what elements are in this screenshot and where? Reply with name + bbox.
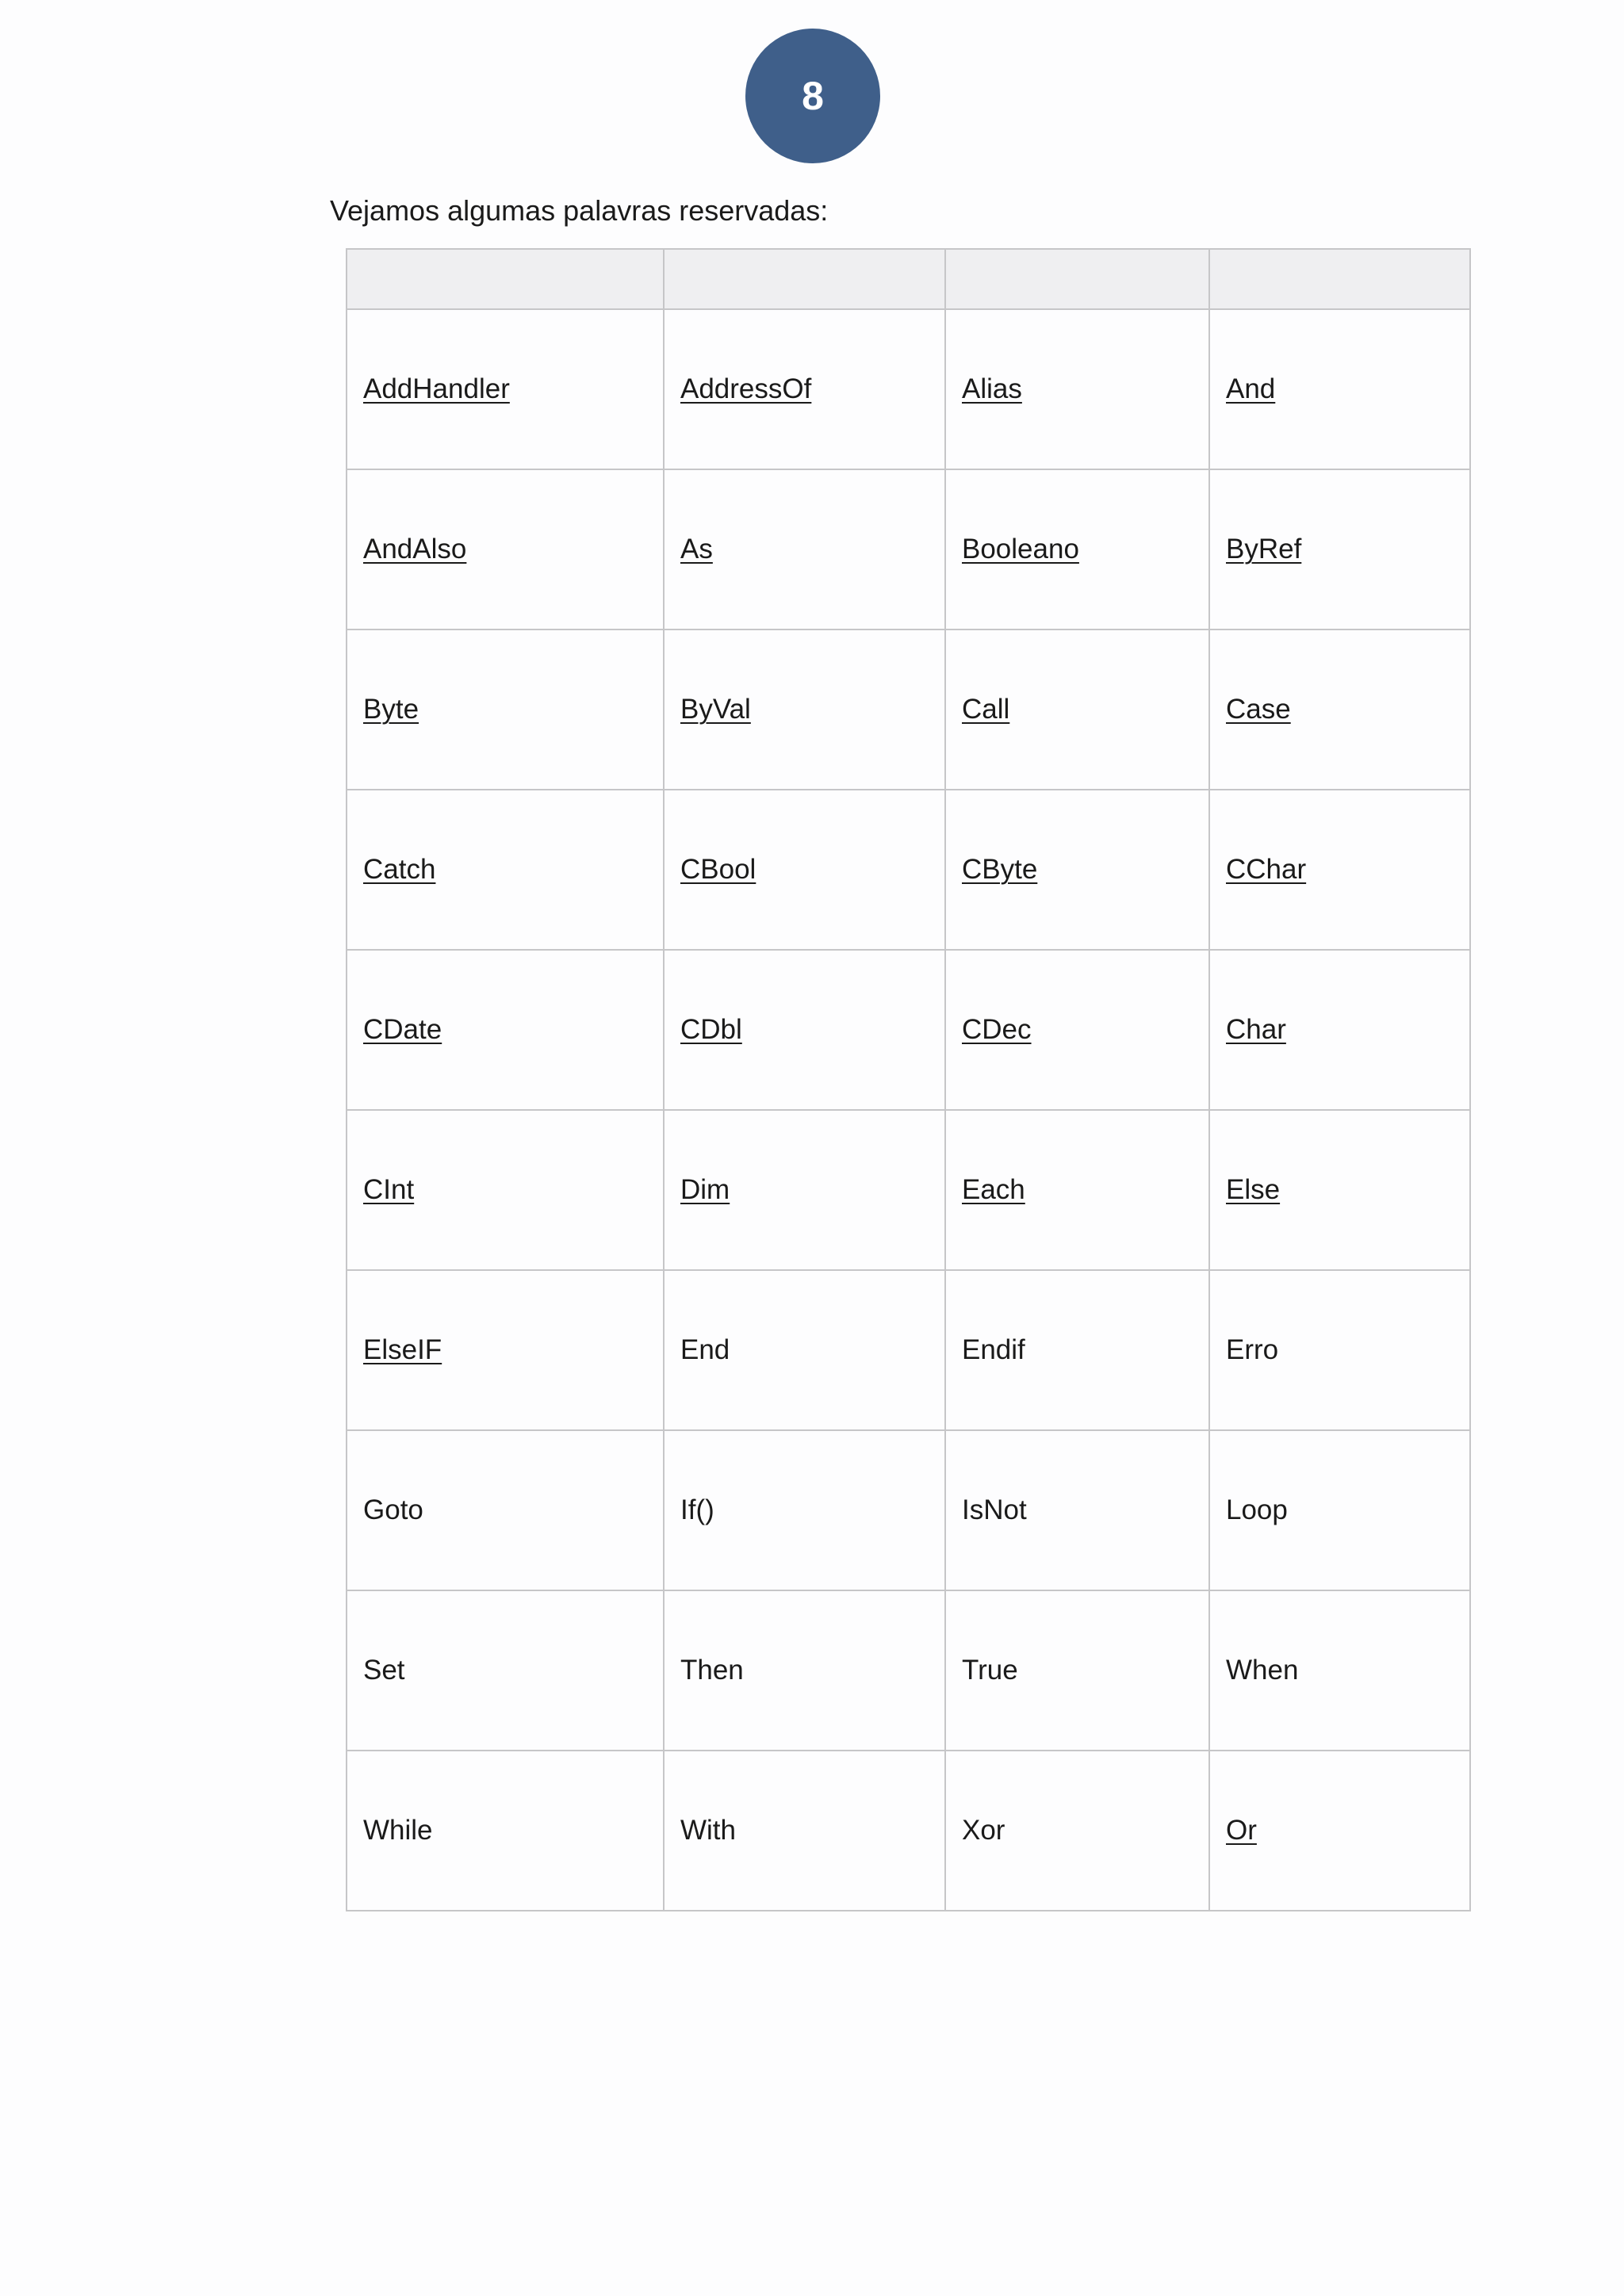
keyword-link[interactable]: CByte xyxy=(962,854,1038,885)
keyword-cell xyxy=(347,1751,664,1911)
keyword-link[interactable]: And xyxy=(1226,373,1276,404)
keyword-link[interactable]: Alias xyxy=(962,373,1022,404)
keyword-link[interactable]: CDbl xyxy=(680,1014,742,1045)
table-row xyxy=(347,1270,1470,1430)
keyword-cell xyxy=(945,309,1209,469)
table-row xyxy=(347,1430,1470,1590)
keyword-text: When xyxy=(1226,1655,1299,1686)
intro-text: Vejamos algumas palavras reservadas: xyxy=(330,194,829,227)
keyword-link[interactable]: Else xyxy=(1226,1174,1281,1205)
keyword-text: Loop xyxy=(1226,1494,1288,1525)
keyword-cell xyxy=(945,1270,1209,1430)
keyword-text: If() xyxy=(680,1494,714,1525)
keyword-cell xyxy=(347,790,664,950)
keyword-cell xyxy=(1209,790,1470,950)
keyword-cell xyxy=(945,1590,1209,1751)
keyword-cell xyxy=(347,309,664,469)
keyword-cell xyxy=(664,469,945,629)
table-row xyxy=(347,790,1470,950)
table-row xyxy=(347,1590,1470,1751)
keyword-cell xyxy=(347,1430,664,1590)
keyword-cell xyxy=(945,629,1209,790)
keyword-cell xyxy=(1209,1751,1470,1911)
table-row xyxy=(347,469,1470,629)
keyword-cell xyxy=(347,1270,664,1430)
table-header-row xyxy=(347,249,1470,309)
keyword-link[interactable]: Char xyxy=(1226,1014,1286,1045)
keyword-cell xyxy=(1209,469,1470,629)
keyword-cell xyxy=(664,790,945,950)
keyword-text: End xyxy=(680,1334,730,1365)
keyword-cell xyxy=(664,950,945,1110)
keyword-cell xyxy=(945,1110,1209,1270)
keyword-cell xyxy=(664,629,945,790)
keyword-link[interactable]: Each xyxy=(962,1174,1025,1205)
keyword-cell xyxy=(1209,1590,1470,1751)
keyword-link[interactable]: Byte xyxy=(363,694,419,725)
keyword-text: Set xyxy=(363,1655,405,1686)
keyword-link[interactable]: AndAlso xyxy=(363,534,467,564)
keyword-link[interactable]: CChar xyxy=(1226,854,1307,885)
keyword-cell xyxy=(664,1590,945,1751)
keyword-cell xyxy=(664,1270,945,1430)
reserved-words-table xyxy=(346,248,1471,1911)
keyword-cell xyxy=(664,1430,945,1590)
table-body xyxy=(347,309,1470,1911)
keyword-link[interactable]: CInt xyxy=(363,1174,415,1205)
keyword-cell xyxy=(1209,1110,1470,1270)
keyword-link[interactable]: Or xyxy=(1226,1815,1257,1846)
keyword-link[interactable]: Dim xyxy=(680,1174,730,1205)
keyword-cell xyxy=(1209,309,1470,469)
keyword-link[interactable]: ElseIF xyxy=(363,1334,442,1365)
keyword-cell xyxy=(945,1751,1209,1911)
keyword-link[interactable]: ByVal xyxy=(680,694,751,725)
keyword-text: IsNot xyxy=(962,1494,1027,1525)
keyword-link[interactable]: AddHandler xyxy=(363,373,510,404)
table-row xyxy=(347,1110,1470,1270)
keyword-link[interactable]: As xyxy=(680,534,713,564)
table-row xyxy=(347,1751,1470,1911)
keyword-text: Endif xyxy=(962,1334,1025,1365)
keyword-cell xyxy=(347,469,664,629)
keyword-cell xyxy=(945,1430,1209,1590)
keyword-link[interactable]: AddressOf xyxy=(680,373,812,404)
keyword-cell xyxy=(347,950,664,1110)
keyword-link[interactable]: Call xyxy=(962,694,1010,725)
keyword-cell xyxy=(347,1590,664,1751)
table-row xyxy=(347,950,1470,1110)
keyword-cell xyxy=(664,309,945,469)
keyword-cell xyxy=(1209,950,1470,1110)
table-row xyxy=(347,629,1470,790)
keyword-text: Erro xyxy=(1226,1334,1279,1365)
keyword-cell xyxy=(1209,1270,1470,1430)
keyword-cell xyxy=(945,790,1209,950)
keyword-text: Xor xyxy=(962,1815,1005,1846)
keyword-text: Goto xyxy=(363,1494,423,1525)
header-cell xyxy=(664,249,945,309)
keyword-link[interactable]: ByRef xyxy=(1226,534,1302,564)
page-number-badge: 8 xyxy=(745,29,880,163)
keyword-link[interactable]: Case xyxy=(1226,694,1291,725)
table-row xyxy=(347,309,1470,469)
keyword-cell xyxy=(1209,1430,1470,1590)
keyword-cell xyxy=(664,1751,945,1911)
header-cell xyxy=(347,249,664,309)
keyword-text: With xyxy=(680,1815,736,1846)
keyword-cell xyxy=(347,629,664,790)
keyword-text: True xyxy=(962,1655,1018,1686)
header-cell xyxy=(1209,249,1470,309)
keyword-link[interactable]: CBool xyxy=(680,854,756,885)
keyword-link[interactable]: CDec xyxy=(962,1014,1032,1045)
keyword-cell xyxy=(945,469,1209,629)
keyword-cell xyxy=(347,1110,664,1270)
keyword-cell xyxy=(1209,629,1470,790)
keyword-link[interactable]: Booleano xyxy=(962,534,1079,564)
keyword-cell xyxy=(664,1110,945,1270)
header-cell xyxy=(945,249,1209,309)
keyword-link[interactable]: Catch xyxy=(363,854,436,885)
keyword-cell xyxy=(945,950,1209,1110)
keyword-text: Then xyxy=(680,1655,744,1686)
keyword-link[interactable]: CDate xyxy=(363,1014,442,1045)
keyword-text: While xyxy=(363,1815,433,1846)
